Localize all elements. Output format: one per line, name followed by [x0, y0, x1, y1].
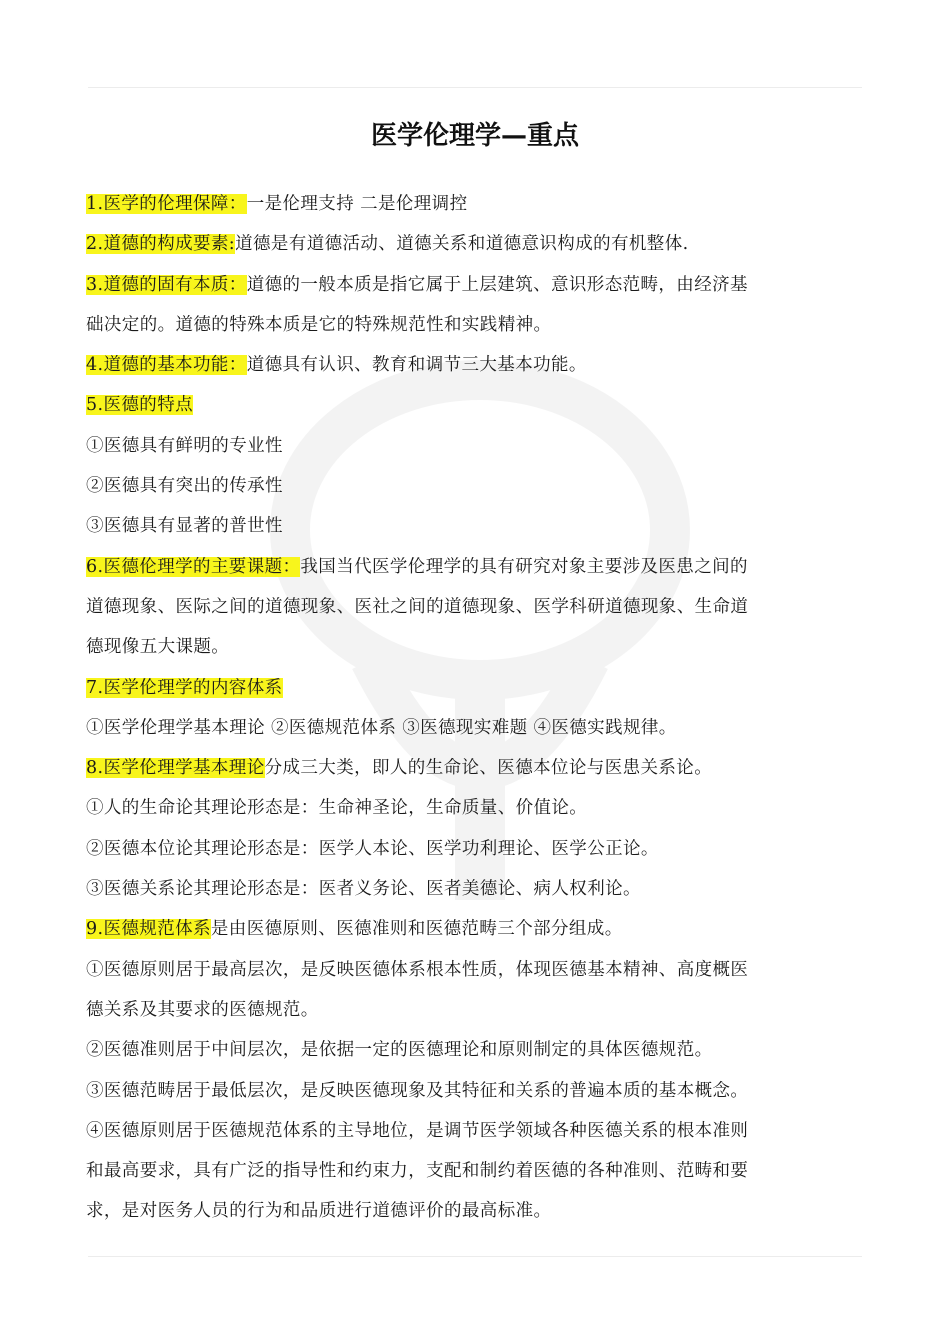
line-text: ①医德原则居于最高层次，是反映医德体系根本性质，体现医德基本精神、高度概医 — [86, 959, 749, 980]
line-text: 道德具有认识、教育和调节三大基本功能。 — [246, 355, 587, 376]
text-line — [86, 265, 866, 305]
line-text: 道德是有道德活动、道德关系和道德意识构成的有机整体. — [235, 234, 689, 255]
text-line — [86, 788, 866, 828]
highlighted-heading: 5.医德的特点 — [86, 395, 193, 416]
line-text: 德现像五大课题。 — [86, 637, 230, 658]
line-text: 求，是对医务人员的行为和品质进行道德评价的最高标准。 — [86, 1201, 552, 1222]
line-text: 德关系及其要求的医德规范。 — [86, 999, 319, 1020]
highlighted-heading: 4.道德的基本功能： — [86, 355, 247, 376]
line-text: 是由医德原则、医德准则和医德范畴三个部分组成。 — [210, 919, 623, 940]
text-line — [86, 587, 866, 627]
highlighted-heading: 7.医学伦理学的内容体系 — [86, 677, 283, 698]
bottom-divider — [88, 1256, 862, 1257]
line-text: ②医德具有突出的传承性 — [86, 476, 283, 497]
top-divider — [88, 87, 862, 88]
highlighted-heading: 3.道德的固有本质： — [86, 274, 247, 295]
text-line — [86, 627, 866, 667]
highlighted-heading: 8.医学伦理学基本理论 — [86, 758, 265, 779]
line-text: ①医德具有鲜明的专业性 — [86, 435, 283, 456]
text-line — [86, 1030, 866, 1070]
line-text: ③医德关系论其理论形态是：医者义务论、医者美德论、病人权利论。 — [86, 879, 641, 900]
text-line — [86, 1191, 866, 1231]
highlighted-heading: 9.医德规范体系 — [86, 919, 211, 940]
text-line — [86, 1071, 866, 1111]
text-line — [86, 224, 866, 264]
text-line — [86, 466, 866, 506]
text-line — [86, 305, 866, 345]
text-line — [86, 1111, 866, 1151]
line-text: 一是伦理支持 二是伦理调控 — [246, 194, 468, 214]
text-line — [86, 708, 866, 748]
highlighted-heading: 2.道德的构成要素: — [86, 234, 236, 255]
text-line — [86, 909, 866, 949]
text-line — [86, 950, 866, 990]
text-line — [86, 869, 866, 909]
text-line — [86, 990, 866, 1030]
line-text: 道德的一般本质是指它属于上层建筑、意识形态范畴，由经济基 — [246, 274, 748, 295]
text-line — [86, 426, 866, 466]
line-text: ②医德本位论其理论形态是：医学人本论、医学功利理论、医学公正论。 — [86, 838, 659, 859]
line-text: 和最高要求，具有广泛的指导性和约束力，支配和制约着医德的各种准则、范畴和要 — [86, 1161, 749, 1182]
line-text: ③医德范畴居于最低层次，是反映医德现象及其特征和关系的普遍本质的基本概念。 — [86, 1080, 749, 1101]
line-text: 道德现象、医际之间的道德现象、医社之间的道德现象、医学科研道德现象、生命道 — [86, 596, 749, 617]
highlighted-heading: 6.医德伦理学的主要课题： — [86, 556, 301, 577]
text-line — [86, 345, 866, 385]
text-line — [86, 506, 866, 546]
text-line — [86, 385, 866, 425]
line-text: ④医德原则居于医德规范体系的主导地位，是调节医学领域各种医德关系的根本准则 — [86, 1120, 749, 1141]
highlighted-heading: 1.医学的伦理保障： — [86, 194, 247, 214]
text-line — [86, 668, 866, 708]
text-line — [86, 748, 866, 788]
text-line — [86, 1151, 866, 1191]
text-line — [86, 184, 866, 224]
line-text: ①医学伦理学基本理论 ②医德规范体系 ③医德现实难题 ④医德实践规律。 — [86, 717, 677, 738]
line-text: ③医德具有显著的普世性 — [86, 516, 283, 537]
text-line — [86, 547, 866, 587]
document-body — [86, 184, 866, 1232]
page-title: 医学伦理学—重点 — [370, 121, 579, 151]
line-text: 我国当代医学伦理学的具有研究对象主要涉及医患之间的 — [300, 556, 748, 577]
text-line — [86, 829, 866, 869]
line-text: ①人的生命论其理论形态是：生命神圣论，生命质量、价值论。 — [86, 798, 588, 819]
line-text: 分成三大类，即人的生命论、医德本位论与医患关系论。 — [264, 758, 713, 779]
line-text: ②医德准则居于中间层次，是依据一定的医德理论和原则制定的具体医德规范。 — [86, 1040, 713, 1061]
line-text: 础决定的。道德的特殊本质是它的特殊规范性和实践精神。 — [86, 314, 552, 335]
